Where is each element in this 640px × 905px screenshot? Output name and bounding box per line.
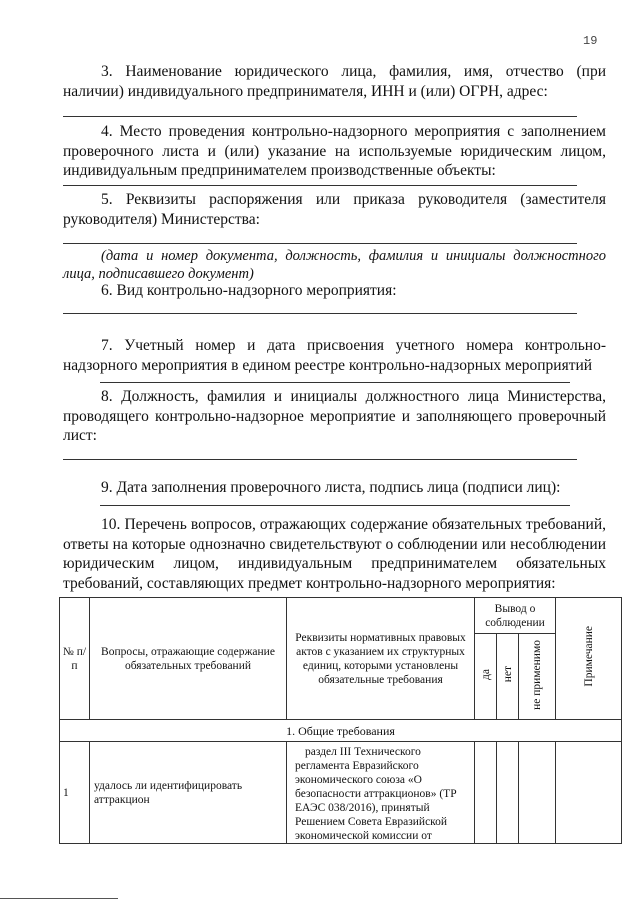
header-conclusion: Вывод о соблюдении bbox=[475, 598, 556, 634]
row-na-cell[interactable] bbox=[519, 742, 556, 844]
header-no bbox=[497, 634, 519, 720]
row-no-cell[interactable] bbox=[497, 742, 519, 844]
row-yes-cell[interactable] bbox=[475, 742, 497, 844]
header-na bbox=[519, 634, 556, 720]
item-7-text: 7. Учетный номер и дата присвоения учетного номера контрольно-надзорного мероприятия в едином реестре контрольно-надзорных мероприятий bbox=[63, 337, 606, 374]
item-4-text: 4. Место проведения контрольно-надзорного мероприятия с заполнением проверочного листа и (или) указание на используемые юридическим лицом, индивидуальным предпринимателем производственные объекты: bbox=[63, 123, 606, 179]
header-requisites: Реквизиты нормативных правовых актов с указанием их структурных единиц, которыми установлены обязательные требования bbox=[287, 598, 475, 720]
footnote-separator bbox=[0, 898, 118, 899]
checklist-table bbox=[59, 597, 622, 844]
page-number: 19 bbox=[583, 34, 598, 48]
item-9-fill-line[interactable] bbox=[100, 505, 570, 506]
item-8-text: 8. Должность, фамилия и инициалы должностного лица Министерства, проводящего контрольно-надзорное мероприятие и заполняющего проверочный лист: bbox=[63, 388, 606, 444]
row-question: удалось ли идентифицировать аттракцион bbox=[90, 742, 287, 844]
row-note-cell[interactable] bbox=[556, 742, 622, 844]
header-questions: Вопросы, отражающие содержание обязательных требований bbox=[90, 598, 287, 720]
header-note-label: Примечание bbox=[582, 626, 595, 687]
item-10-text: 10. Перечень вопросов, отражающих содержание обязательных требований, ответы на которые однозначно свидетельствуют о соблюдении или несоблюдении юридическим лицом, индивидуальным предпринимателем обязательных требований, составляющих предмет контрольно-надзорного мероприятия: bbox=[63, 516, 606, 592]
item-6-fill-line[interactable] bbox=[63, 313, 577, 314]
header-yes-label: да bbox=[479, 669, 492, 680]
header-note bbox=[556, 598, 622, 720]
header-yes bbox=[475, 634, 497, 720]
item-3-text: 3. Наименование юридического лица, фамилия, имя, отчество (при наличии) индивидуального предпринимателя, ИНН и (или) ОГРН, адрес: bbox=[63, 63, 606, 100]
item-8-fill-line[interactable] bbox=[63, 459, 577, 460]
header-na-label: не применимо bbox=[531, 639, 543, 710]
item-5-text: 5. Реквизиты распоряжения или приказа руководителя (заместителя руководителя) Министерства: bbox=[63, 191, 606, 228]
item-4-fill-line[interactable] bbox=[63, 185, 577, 186]
item-6-text: 6. Вид контрольно-надзорного мероприятия: bbox=[101, 282, 397, 299]
item-3-fill-line[interactable] bbox=[63, 116, 577, 117]
item-5-fill-line[interactable] bbox=[63, 243, 577, 244]
item-5-hint: (дата и номер документа, должность, фамилия и инициалы должностного лица, подписавшего документ) bbox=[63, 248, 606, 282]
row-requisites: раздел III Технического регламента Евразийского экономического союза «О безопасности аттракционов» (ТР ЕАЭС 038/2016), принятый Решением Совета Евразийской экономической комиссии от bbox=[287, 742, 475, 844]
item-7-fill-line[interactable] bbox=[100, 382, 570, 383]
header-no-label: нет bbox=[501, 666, 514, 683]
section-title-general: 1. Общие требования bbox=[60, 720, 622, 742]
table-row bbox=[60, 742, 622, 844]
header-num: № п/п bbox=[60, 598, 90, 720]
item-9-text: 9. Дата заполнения проверочного листа, подпись лица (подписи лиц): bbox=[101, 479, 561, 496]
row-num: 1 bbox=[60, 742, 90, 844]
